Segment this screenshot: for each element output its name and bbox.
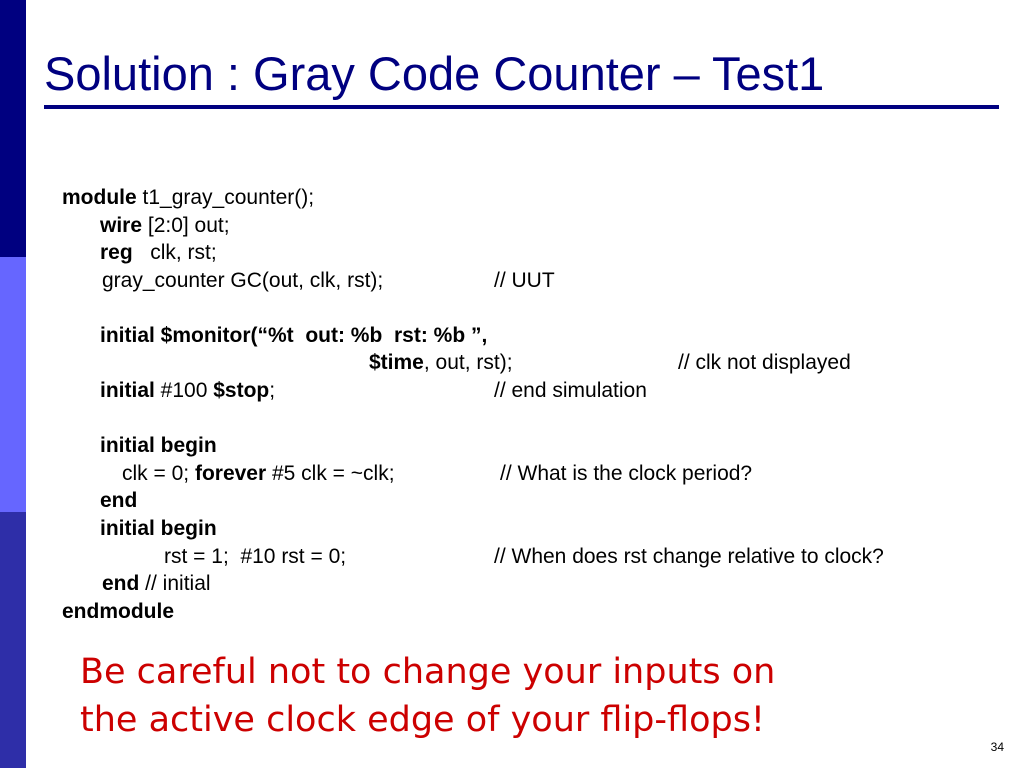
code-keyword: endmodule: [62, 600, 175, 623]
code-line-3: [100, 240, 217, 266]
code-line-4: [102, 268, 383, 294]
code-keyword: end: [100, 489, 138, 512]
side-bar-bottom: [0, 512, 26, 768]
code-line-1: [62, 185, 314, 211]
code-text: #100: [154, 379, 214, 402]
code-comment: // clk not displayed: [678, 351, 851, 374]
code-keyword: $time: [369, 351, 424, 374]
code-keyword: initial begin: [100, 517, 217, 540]
code-line-11: [100, 516, 217, 542]
code-text: [2:0] out;: [142, 214, 230, 237]
side-bar-middle: [0, 257, 26, 512]
code-keyword: initial $monitor(“%t out: %b rst: %b ”,: [100, 324, 488, 347]
code-keyword: initial: [100, 379, 155, 402]
title-underline: [44, 105, 999, 109]
code-text: #5 clk = ~clk;: [266, 462, 395, 485]
code-line-6: [369, 350, 513, 376]
code-text: , out, rst);: [423, 351, 513, 374]
code-keyword: wire: [100, 214, 143, 237]
warning-line-2: the active clock edge of your flip-flops!: [80, 700, 765, 740]
code-keyword: initial begin: [100, 434, 217, 457]
page-number: 34: [990, 740, 1004, 754]
code-text: // initial: [139, 572, 211, 595]
warning-note: [80, 648, 775, 744]
code-comment: // What is the clock period?: [500, 462, 753, 485]
code-keyword: end: [102, 572, 140, 595]
code-line-14: [62, 599, 174, 625]
code-text: clk = 0;: [122, 462, 195, 485]
code-line-7: [100, 378, 275, 404]
code-line-2: [100, 213, 230, 239]
code-comment: // end simulation: [494, 379, 647, 402]
code-line-10: [100, 488, 137, 514]
code-line-8: [100, 433, 217, 459]
code-text: rst = 1; #10 rst = 0;: [164, 545, 347, 568]
slide-title: Solution : Gray Code Counter – Test1: [44, 47, 825, 100]
code-keyword: module: [62, 186, 137, 209]
code-line-5: [100, 323, 487, 349]
code-text: t1_gray_counter();: [136, 186, 315, 209]
code-text: clk, rst;: [132, 241, 217, 264]
side-bar-top: [0, 0, 26, 257]
warning-line-1: Be careful not to change your inputs on: [80, 652, 776, 692]
code-line-9: [122, 461, 395, 487]
code-text: gray_counter GC(out, clk, rst);: [102, 269, 384, 292]
code-line-13: [102, 571, 211, 597]
code-text: ;: [269, 379, 276, 402]
code-keyword: reg: [100, 241, 133, 264]
code-keyword: $stop: [213, 379, 270, 402]
code-comment: // UUT: [494, 269, 555, 292]
code-line-12: [164, 544, 346, 570]
code-comment: // When does rst change relative to clock?: [494, 545, 884, 568]
code-keyword: forever: [194, 462, 267, 485]
